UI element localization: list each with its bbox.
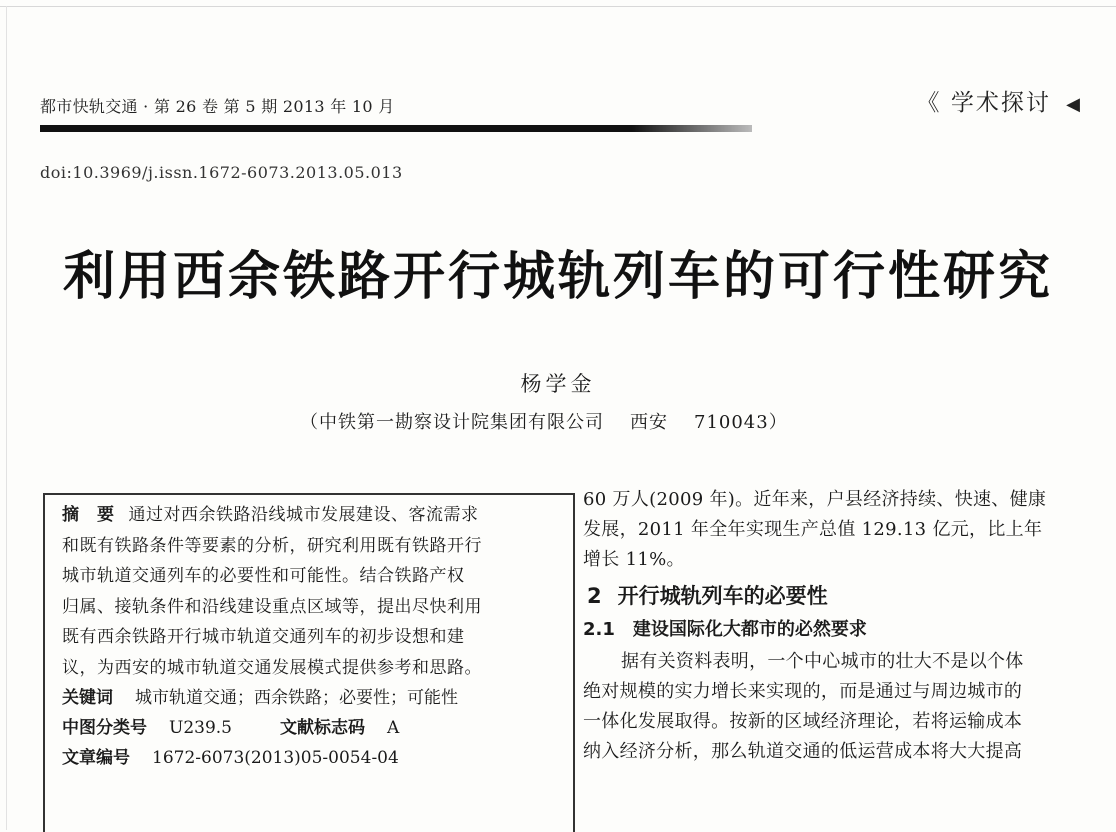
article-number-row <box>62 743 570 773</box>
keywords-value: 城市轨道交通；西余铁路；必要性；可能性 <box>135 688 458 708</box>
author-name: 杨学金 <box>520 372 596 396</box>
article-no-value: 1672-6073(2013)05-0054-04 <box>152 748 399 768</box>
doccode-value: A <box>387 718 400 738</box>
abstract-line: 城市轨道交通列车的必要性和可能性。结合铁路产权 <box>62 566 465 586</box>
abstract-line: 既有西余铁路开行城市轨道交通列车的初步设想和建 <box>62 627 465 647</box>
subsection-title: 建设国际化大都市的必然要求 <box>632 619 867 640</box>
keywords-row <box>62 683 570 713</box>
keywords-label: 关键词 <box>62 688 113 708</box>
body-column <box>583 485 1093 767</box>
section-tag-label: 《 学术探讨 <box>916 90 1051 116</box>
page-edge-left <box>6 6 7 830</box>
abstract-line: 议，为西安的城市轨道交通发展模式提供参考和思路。 <box>62 657 482 678</box>
doi-line: doi:10.3969/j.issn.1672-6073.2013.05.013 <box>40 163 403 182</box>
left-triangle-icon: ◀ <box>1066 94 1082 115</box>
section-tag <box>917 84 1082 117</box>
subsection-heading-2-1 <box>583 613 1093 647</box>
doccode-label: 文献标志码 <box>280 718 365 738</box>
section-heading-2 <box>587 579 1093 613</box>
section-number: 2 <box>587 584 602 608</box>
affiliation <box>300 408 788 434</box>
page-edge-top <box>0 6 1116 7</box>
article-title: 利用西余铁路开行城轨列车的可行性研究 <box>62 247 1053 307</box>
abstract-line: 归属、接轨条件和沿线建设重点区域等，提出尽快利用 <box>62 596 482 617</box>
article-no-label: 文章编号 <box>62 748 130 768</box>
header-rule <box>40 125 752 132</box>
body-line: 60 万人(2009 年)。近年来，户县经济持续、快速、健康 <box>583 489 1047 510</box>
body-line: 绝对规模的实力增长来实现的，而是通过与周边城市的 <box>583 681 1023 702</box>
body-line: 一体化发展取得。按新的区域经济理论，若将运输成本 <box>583 711 1023 732</box>
clc-value: U239.5 <box>169 718 232 738</box>
abstract-line: 摘 要 通过对西余铁路沿线城市发展建设、客流需求 <box>62 505 479 525</box>
clc-label: 中图分类号 <box>62 718 147 738</box>
classification-row <box>62 713 570 743</box>
abstract-content <box>62 500 570 773</box>
affiliation-org: （中铁第一勘察设计院集团有限公司 <box>300 412 604 433</box>
body-line: 发展，2011 年全年实现生产总值 129.13 亿元，比上年 <box>583 519 1043 540</box>
body-line: 增长 11%。 <box>583 549 685 570</box>
subsection-number: 2.1 <box>583 619 615 640</box>
affiliation-city: 西安 <box>630 412 668 433</box>
journal-header: 都市快轨交通 · 第 26 卷 第 5 期 2013 年 10 月 <box>40 97 395 116</box>
body-line: 纳入经济分析，那么轨道交通的低运营成本将大大提高 <box>583 741 1023 762</box>
abstract-label: 摘 要 <box>62 505 115 525</box>
section-title: 开行城轨列车的必要性 <box>617 584 828 608</box>
abstract-line: 和既有铁路条件等要素的分析，研究利用既有铁路开行 <box>62 535 482 556</box>
body-line: 据有关资料表明，一个中心城市的壮大不是以个体 <box>621 651 1024 672</box>
affiliation-postcode: 710043） <box>694 412 788 433</box>
